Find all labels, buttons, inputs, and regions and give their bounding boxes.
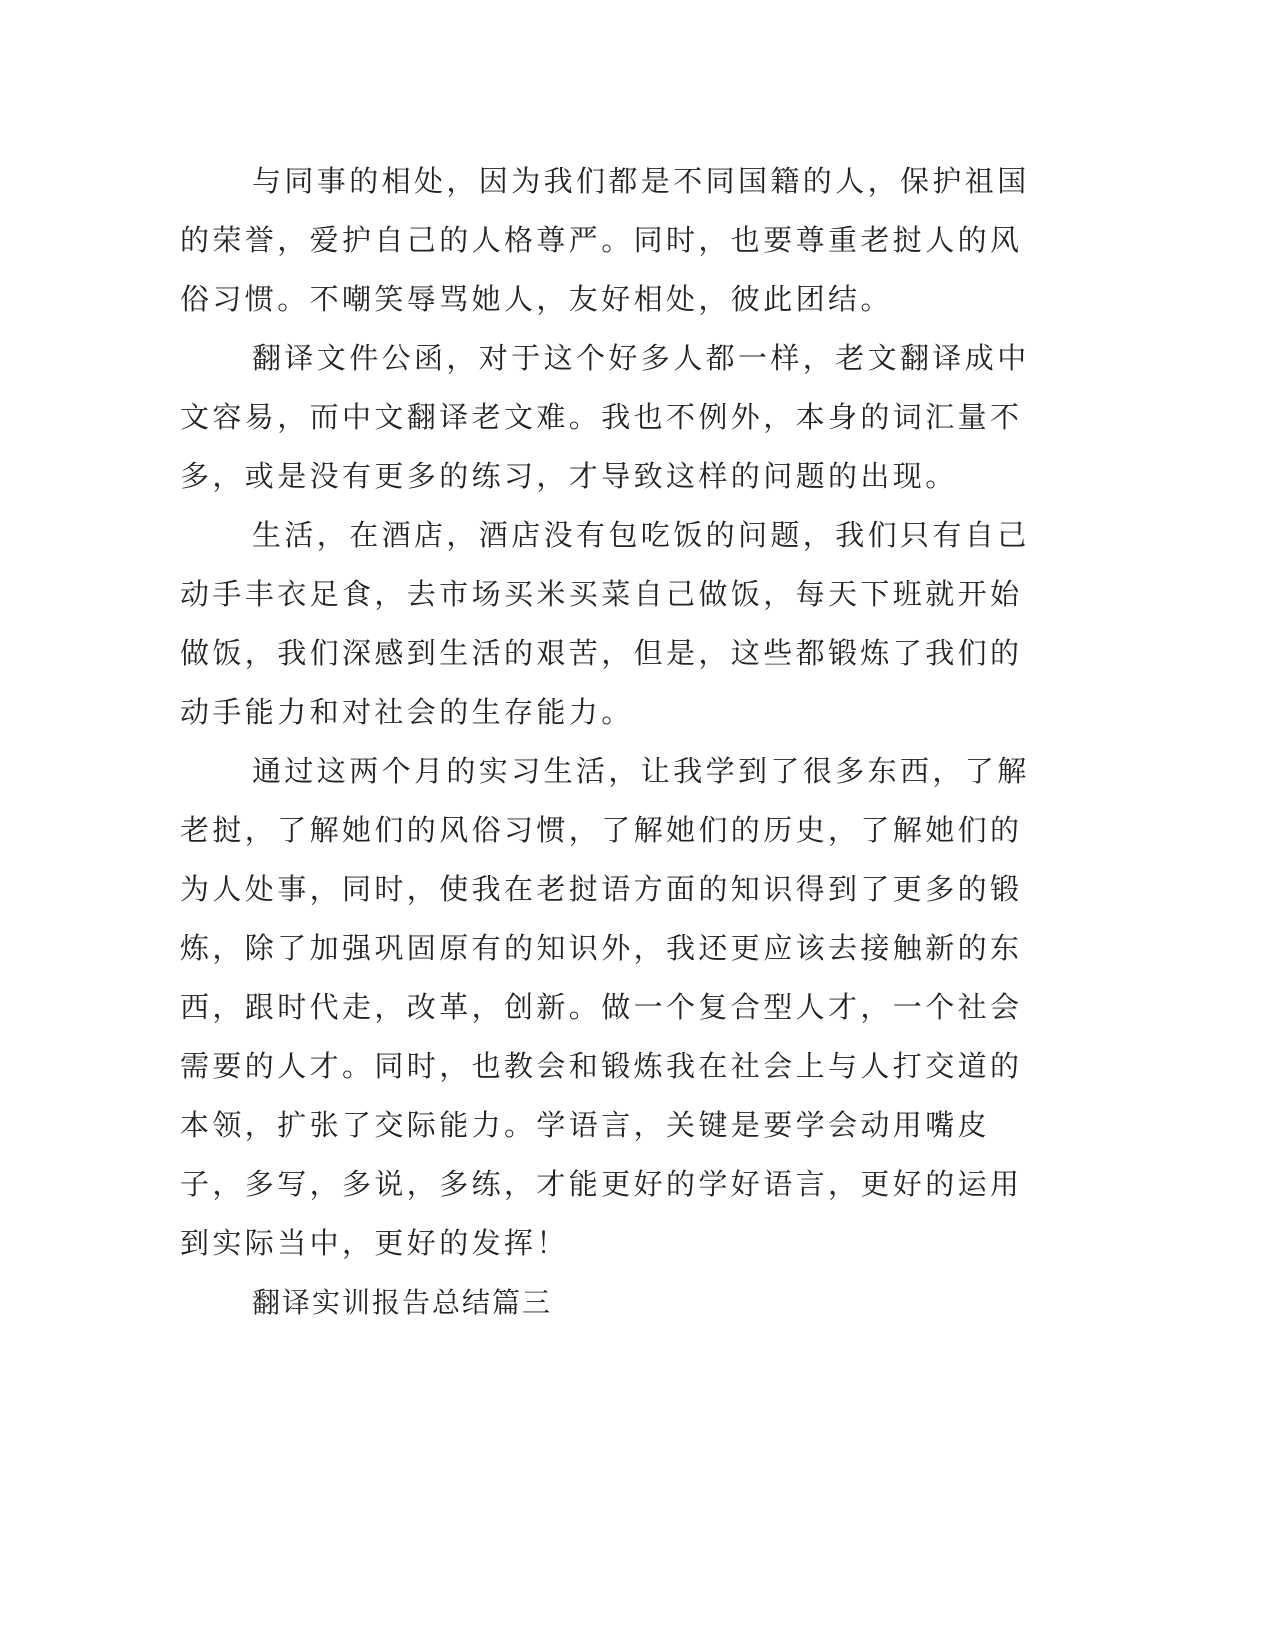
paragraph-summary: 通过这两个月的实习生活，让我学到了很多东西，了解老挝，了解她们的风俗习惯，了解她们的历史，了解她们的为人处事，同时，使我在老挝语方面的知识得到了更多的锻炼，除了加强巩固原有的知识外，我还更应该去接触新的东西，跟时代走，改革，创新。做一个复合型人才，一个社会需要的人才。同时，也教会和锻炼我在社会上与人打交道的本领，扩张了交际能力。学语言，关键是要学会动用嘴皮子，多写，多说，多练，才能更好的学好语言，更好的运用到实际当中，更好的发挥！ [180,754,1030,1260]
document-body [180,152,1030,1332]
paragraph-translation: 翻译文件公函，对于这个好多人都一样，老文翻译成中文容易，而中文翻译老文难。我也不例外，本身的词汇量不多，或是没有更多的练习，才导致这样的问题的出现。 [180,341,1030,493]
section-heading: 翻译实训报告总结篇三 [252,1286,553,1319]
paragraph-living: 生活，在酒店，酒店没有包吃饭的问题，我们只有自己动手丰衣足食，去市场买米买菜自己做饭，每天下班就开始做饭，我们深感到生活的艰苦，但是，这些都锻炼了我们的动手能力和对社会的生存能力。 [180,518,1030,729]
paragraph-colleagues: 与同事的相处，因为我们都是不同国籍的人，保护祖国的荣誉，爱护自己的人格尊严。同时，也要尊重老挝人的风俗习惯。不嘲笑辱骂她人，友好相处，彼此团结。 [180,164,1030,316]
